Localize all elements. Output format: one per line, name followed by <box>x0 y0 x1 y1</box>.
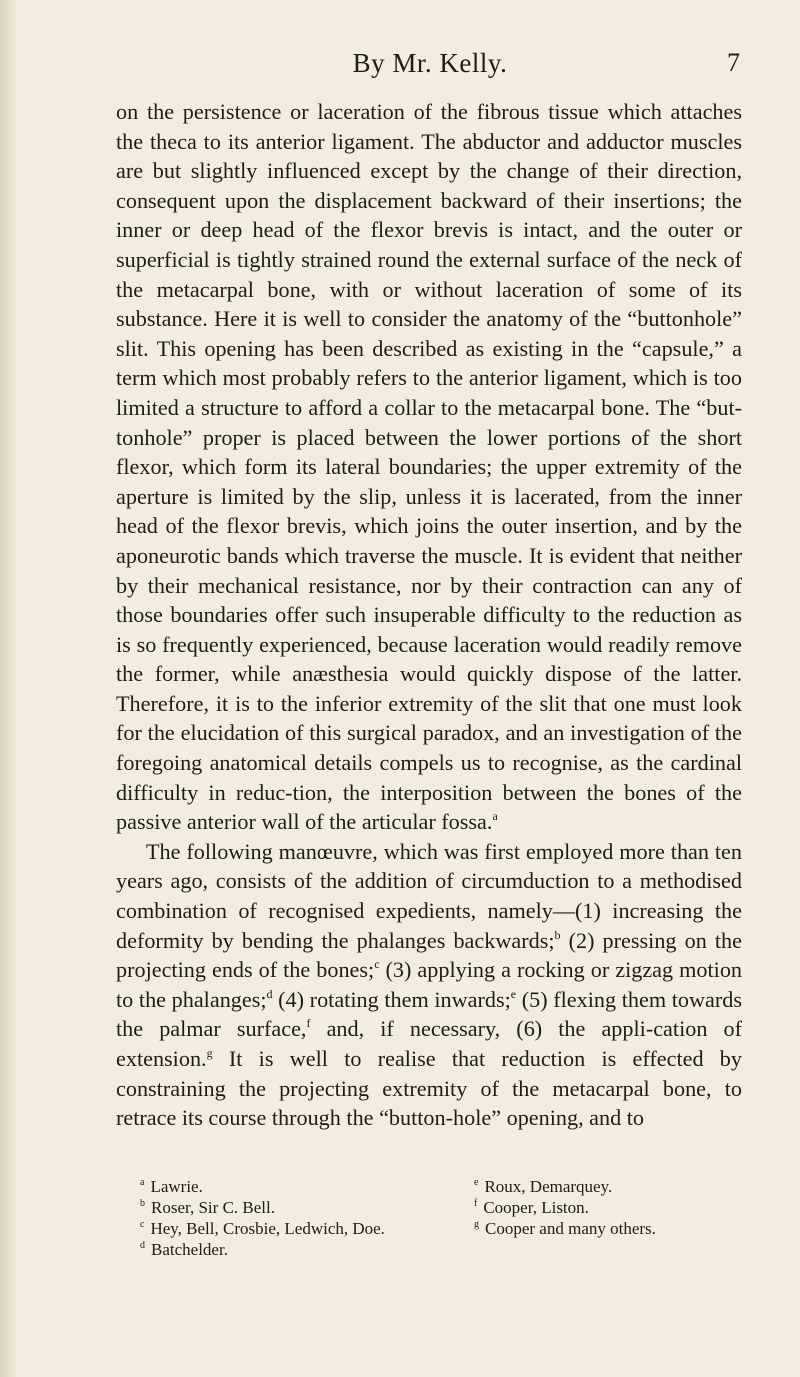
footnote-mark: d <box>140 1240 145 1251</box>
paragraph-2 <box>116 837 742 1133</box>
footnote-text: Lawrie. <box>150 1177 203 1196</box>
footnote-ref-d: d <box>266 986 273 1001</box>
footnote-g <box>474 1218 744 1239</box>
footnote-mark: a <box>140 1177 145 1188</box>
footnote-text: Hey, Bell, Crosbie, Ledwich, Doe. <box>150 1219 385 1238</box>
footnote-mark: f <box>474 1198 478 1209</box>
page-gutter-shadow <box>0 0 18 1377</box>
paragraph-1-text: on the persistence or laceration of the fibrous tissue which attaches the theca to its anterior ligament. The abductor and adductor muscles are but slightly influenced except by the change of their direction, consequent upon the displacement backward of their insertions; the inner or deep head of the flexor brevis is intact, and the outer or superficial is tightly strained round the external surface of the neck of the metacarpal bone, with or without laceration of some of its substance. Here it is well to consider the anatomy of the “buttonhole” slit. This opening has been described as existing in the “capsule,” a term which most probably refers to the anterior ligament, which is too limited a structure to afford a collar to the metacarpal bone. The “but-tonhole” proper is placed between the lower portions of the short flexor, which form its lateral boundaries; the upper extremity of the aperture is limited by the slip, unless it is lacerated, from the inner head of the flexor brevis, which joins the outer insertion, and by the aponeurotic bands which traverse the muscle. It is evident that neither by their mechanical resistance, nor by their contraction can any of those boundaries offer such insuperable difficulty to the reduction as is so frequently experienced, because laceration would readily remove the former, while anæsthesia would quickly dispose of the latter. Therefore, it is to the inferior extremity of the slit that one must look for the elucidation of this surgical paradox, and an investigation of the foregoing anatomical details compels us to recognise, as the cardinal difficulty in reduc-tion, the interposition between the bones of the passive anterior wall of the articular fossa. <box>116 99 742 835</box>
footnote-ref-a: a <box>492 809 498 824</box>
footnote-text: Cooper and many others. <box>485 1219 656 1238</box>
paragraph-2-text-3: (3) applying a rocking or zigzag motion to the phalanges; <box>116 957 743 1012</box>
footnote-mark: e <box>474 1177 479 1188</box>
footnote-mark: c <box>140 1219 145 1230</box>
footnote-ref-c: c <box>374 957 380 972</box>
paragraph-2-text-1: The following manœuvre, which was first employed more than ten years ago, consists of the addition of circumduction to a methodised combination of recognised expedients, namely—(1) increasing the deformity by bending the phalanges backwards; <box>116 838 742 953</box>
footnote-ref-g: g <box>206 1046 213 1060</box>
footnote-e <box>474 1176 744 1197</box>
footnote-text: Batchelder. <box>151 1240 228 1259</box>
footnote-ref-f: f <box>306 1016 311 1031</box>
body-text <box>116 97 742 1133</box>
footnote-mark: g <box>474 1219 479 1230</box>
footnote-mark: b <box>140 1198 145 1209</box>
footnotes-left-column <box>140 1176 460 1260</box>
footnote-text: Cooper, Liston. <box>483 1198 589 1217</box>
paragraph-2-text-7: It is well to realise that reduction is effected by constraining the projecting extremity of the metacarpal bone, to retrace its course through the “button-hole” opening, and to <box>116 1046 742 1131</box>
footnote-text: Roser, Sir C. Bell. <box>151 1198 275 1217</box>
running-title: By Mr. Kelly. <box>352 48 508 78</box>
paragraph-2-text-5: (5) flexing them towards the palmar surface, <box>116 986 742 1042</box>
footnote-b <box>140 1197 460 1218</box>
footnote-text: Roux, Demarquey. <box>484 1177 613 1196</box>
running-head <box>120 48 740 88</box>
page-number: 7 <box>727 48 740 77</box>
paragraph-2-text-6: and, if necessary, (6) the appli-cation of extension. <box>116 1016 742 1071</box>
paragraph-2-text-2: (2) pressing on the projecting ends of the bones; <box>116 927 742 983</box>
footnote-a <box>140 1176 460 1197</box>
paragraph-2-text-4: (4) rotating them inwards; <box>272 986 511 1012</box>
footnote-f <box>474 1197 744 1218</box>
paragraph-1 <box>116 97 742 837</box>
footnote-d <box>140 1239 460 1260</box>
footnote-ref-b: b <box>554 927 561 942</box>
footnotes-right-column <box>474 1176 744 1239</box>
footnote-ref-e: e <box>510 986 517 1001</box>
footnote-c <box>140 1218 460 1239</box>
